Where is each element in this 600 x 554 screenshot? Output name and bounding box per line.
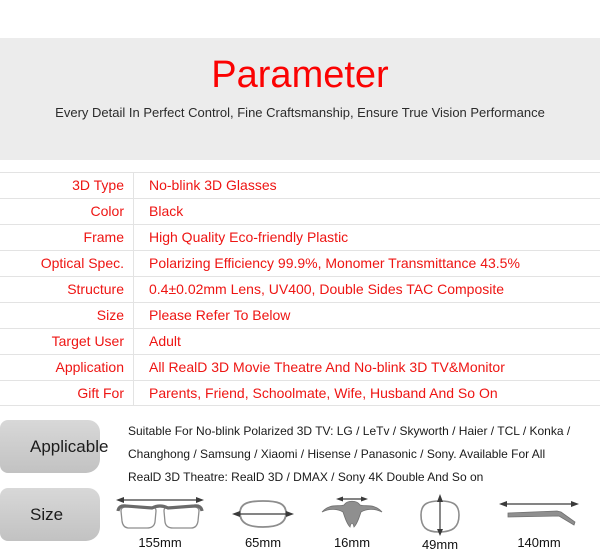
- measure-label: 16mm: [333, 535, 371, 550]
- lens-height-figure: [390, 494, 490, 552]
- spec-value: Please Refer To Below: [149, 307, 291, 323]
- bridge-icon: [320, 494, 384, 534]
- applicable-line: Suitable For No-blink Polarized 3D TV: LG / LeTv / Skyworth / Haier / TCL / Konka /: [128, 424, 571, 438]
- temple-length-figure: [487, 494, 591, 550]
- lens-width-icon: [231, 494, 295, 534]
- measure-label: 140mm: [517, 535, 561, 550]
- applicable-label-box: [0, 420, 109, 473]
- spec-value: High Quality Eco-friendly Plastic: [149, 229, 349, 245]
- lens-width-figure: [213, 494, 313, 550]
- applicable-line: Changhong / Samsung / Xiaomi / Hisense / Panasonic / Sony. Available For All: [128, 447, 546, 461]
- spec-label: Application: [0, 355, 134, 380]
- page-title: Parameter: [211, 54, 389, 96]
- page-subtitle: Every Detail In Perfect Control, Fine Craftsmanship, Ensure True Vision Performance: [55, 105, 545, 120]
- spec-label: Target User: [0, 329, 134, 354]
- table-row: [0, 198, 600, 224]
- spec-table: [0, 172, 600, 406]
- spec-value: Black: [149, 203, 184, 219]
- spec-value: All RealD 3D Movie Theatre And No-blink 3D TV&Monitor: [149, 359, 505, 375]
- table-row: [0, 328, 600, 354]
- table-row: [0, 354, 600, 380]
- measure-label: 49mm: [421, 537, 459, 552]
- parameter-header: [0, 38, 600, 160]
- spec-value: Polarizing Efficiency 99.9%, Monomer Transmittance 43.5%: [149, 255, 520, 271]
- size-label-box: [0, 488, 100, 541]
- spec-label: Color: [0, 199, 134, 224]
- lens-height-icon: [412, 494, 468, 536]
- spec-value: Adult: [149, 333, 181, 349]
- applicable-text: [128, 420, 590, 489]
- table-row: [0, 380, 600, 406]
- spec-label: Structure: [0, 277, 134, 302]
- spec-label: Size: [0, 303, 134, 328]
- applicable-label: Applicable: [30, 437, 109, 456]
- bridge-width-figure: [302, 494, 402, 550]
- table-row: [0, 276, 600, 302]
- spec-value: 0.4±0.02mm Lens, UV400, Double Sides TAC Composite: [149, 281, 505, 297]
- size-label: Size: [30, 505, 64, 524]
- table-row: [0, 224, 600, 250]
- spec-value: No-blink 3D Glasses: [149, 177, 277, 193]
- spec-label: Frame: [0, 225, 134, 250]
- frame-width-figure: [110, 494, 210, 550]
- table-row: [0, 302, 600, 328]
- table-row: [0, 172, 600, 198]
- spec-label: Gift For: [0, 381, 134, 405]
- measure-label: 65mm: [244, 535, 282, 550]
- spec-label: 3D Type: [0, 173, 134, 198]
- applicable-line: RealD 3D Theatre: RealD 3D / DMAX / Sony 4K Double And So on: [128, 470, 484, 484]
- spec-value: Parents, Friend, Schoolmate, Wife, Husband And So On: [149, 385, 498, 401]
- table-row: [0, 250, 600, 276]
- spec-label: Optical Spec.: [0, 251, 134, 276]
- glasses-front-icon: [112, 494, 208, 534]
- measure-label: 155mm: [138, 535, 182, 550]
- temple-arm-icon: [497, 494, 581, 534]
